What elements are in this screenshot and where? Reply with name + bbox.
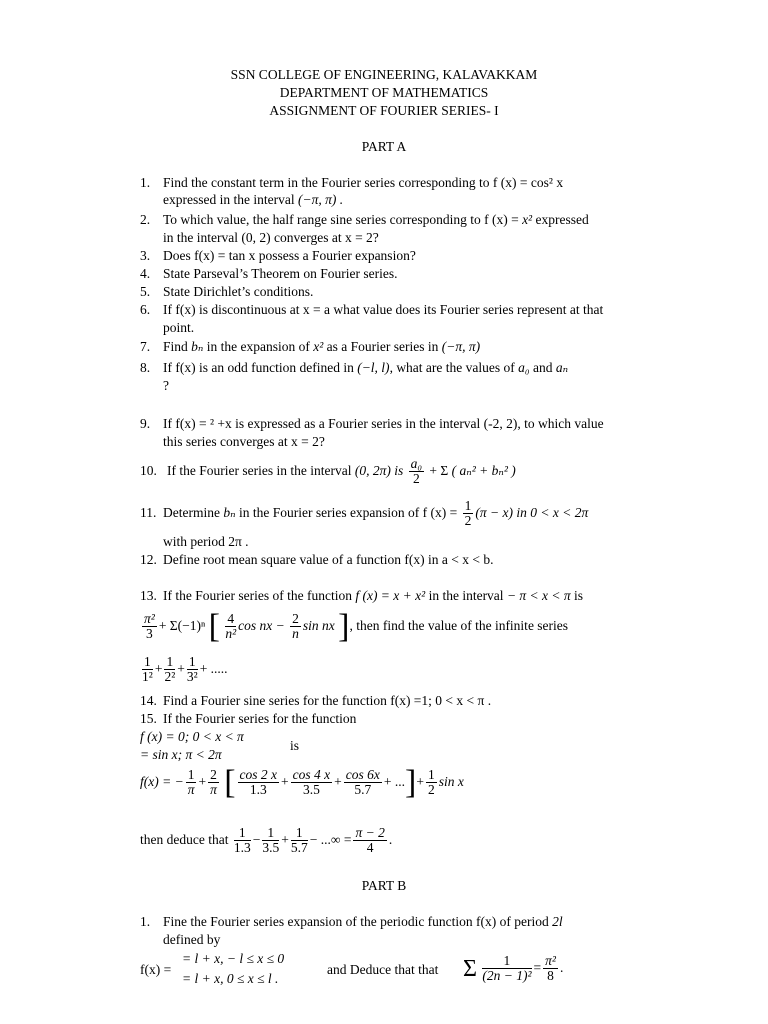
q15-d3n: 1	[291, 826, 308, 841]
q11-number: 11.	[140, 505, 157, 520]
q15-d2d: 3.5	[262, 840, 280, 856]
q6-text: If f(x) is discontinuous at x = a what value does its Fourier series represent at that	[163, 302, 604, 317]
part-a-heading: PART A	[361, 139, 407, 154]
q13-r: , then find the value of the infinite series	[349, 618, 569, 633]
q1-number: 1.	[140, 175, 151, 190]
q9-text: If f(x) = ² +x is expressed as a Fourier series in the interval (-2, 2), to which value	[163, 416, 604, 431]
q15-halfn: 1	[428, 767, 435, 783]
q15-dots: + ...	[383, 774, 406, 789]
pb-q1-frac-num: 1	[482, 954, 531, 969]
q8-a: If f(x) is an odd function defined in	[163, 360, 358, 375]
q10-number: 10.	[140, 463, 157, 478]
q7-interval: (−π, π)	[441, 339, 481, 354]
q10-text	[167, 452, 516, 490]
q13-series	[140, 606, 568, 647]
pb-q1-piece-1: = l + x, − l ≤ x ≤ 0	[182, 951, 285, 966]
q14-text: Find a Fourier sine series for the function f(x) =1; 0 < x < π .	[163, 693, 492, 708]
pb-q1-frac	[482, 954, 531, 983]
q3-text: Does f(x) = tan x possess a Fourier expansion?	[163, 248, 416, 263]
q15-c2d: 3.5	[302, 782, 320, 798]
q13-s3d: 3²	[186, 669, 198, 685]
q15-is: is	[290, 738, 300, 753]
q5-number: 5.	[140, 284, 151, 299]
q8-c: , what are the values of	[389, 360, 519, 375]
q15-d1d: 1.3	[233, 840, 251, 856]
q10-terms: ( aₙ² + bₙ² )	[451, 463, 516, 478]
pb-q1-res-num: π²	[545, 953, 556, 969]
q11-func: (π − x) in 0 < x < 2π	[475, 505, 589, 520]
q7-number: 7.	[140, 339, 151, 354]
q13-frac1	[225, 612, 236, 641]
q12-text: Define root mean square value of a function f(x) in a < x < b.	[163, 552, 494, 567]
q11-a: Determine	[163, 505, 224, 520]
q15-deduce-label: then deduce that	[140, 832, 232, 847]
q8-a0: a₀	[518, 360, 530, 375]
q15-f1n: 1	[187, 767, 195, 783]
q8-an: aₙ	[555, 360, 569, 375]
part-b-heading: PART B	[361, 878, 407, 893]
q13-three: 3	[146, 626, 153, 642]
q15-sinx: sin x	[438, 774, 464, 789]
pb-q1-deduce: and Deduce that that	[327, 962, 439, 977]
q1-interval-label: expressed in the interval	[163, 192, 295, 207]
q13-right-bracket: ]	[338, 607, 350, 645]
q15-text: If the Fourier series for the function	[163, 711, 357, 726]
q15-series: f(x) = − $\frac{1}{\pi}$ + $\frac{2}{\pi}$ [ $\frac{\cos 2 x}{1.3}$ + $\frac{\cos 4 x}{3.5}$ + $\frac{\cos 6x}{5.7}$ + ...]+ $\frac{1}{2}$ sin x	[140, 763, 464, 801]
q13-s1	[142, 655, 153, 684]
q10-frac-den: 2	[412, 471, 420, 487]
q2-text-2: in the interval (0, 2) converges at x = 2?	[163, 230, 379, 245]
q8-e: and	[529, 360, 556, 375]
q13-pi-frac	[142, 612, 157, 641]
pb-q1-fx: f(x) =	[140, 962, 172, 977]
q13-s1n: 1	[142, 655, 153, 670]
q7-text	[163, 338, 480, 356]
pb-q1-frac-den: (2n − 1)²	[482, 968, 532, 984]
q9-text-2: this series converges at x = 2?	[163, 434, 325, 449]
q15-c2n: cos 4 x	[292, 767, 331, 783]
q15-d2	[262, 826, 279, 855]
q9-number: 9.	[140, 416, 151, 431]
q2-text-c: expressed	[532, 212, 589, 227]
pb-q1-res-den: 8	[547, 968, 554, 984]
q11-frac-num: 1	[464, 498, 472, 514]
q8-text	[163, 359, 568, 377]
department-name: DEPARTMENT OF MATHEMATICS	[279, 85, 489, 100]
pb-q1-a: Fine the Fourier series expansion of the periodic function f(x) of period	[163, 914, 553, 929]
q7-c: in the expansion of	[203, 339, 314, 354]
q2-number: 2.	[140, 212, 151, 227]
q1-text: Find the constant term in the Fourier series corresponding to f (x) = cos² x	[163, 175, 564, 190]
q13-s2	[164, 655, 175, 684]
q13-frac2	[290, 612, 301, 641]
q7-bn: bₙ	[191, 339, 204, 354]
q13-n2: n²	[225, 626, 237, 642]
q15-f2d: π	[210, 782, 217, 798]
pb-q1-sum: Σ $\frac{1}{\text{(2n − 1)²}}$ = $\frac{\text{π²}}{8}$ .	[463, 953, 564, 984]
q13-e: is	[570, 588, 584, 603]
q13-c: in the interval	[425, 588, 507, 603]
q11-fraction	[463, 499, 474, 528]
q7-e: as a Fourier series in	[323, 339, 442, 354]
q10-interval: (0, 2π) is	[354, 463, 404, 478]
q1-text-2	[163, 191, 343, 209]
q13-four: 4	[225, 612, 236, 627]
q13-interval: − π < x < π	[506, 588, 571, 603]
q15-c3	[344, 768, 382, 797]
q6-number: 6.	[140, 302, 151, 317]
q4-text: State Parseval’s Theorem on Fourier series.	[163, 266, 398, 281]
college-name: SSN COLLEGE OF ENGINEERING, KALAVAKKAM	[230, 67, 538, 82]
pb-q1-period: 2l	[552, 914, 563, 929]
q5-text: State Dirichlet’s conditions.	[163, 284, 314, 299]
q15-half	[426, 768, 437, 797]
q15-d1	[234, 826, 251, 855]
q15-f2n: 2	[210, 767, 217, 783]
q3-number: 3.	[140, 248, 151, 263]
q8-number: 8.	[140, 360, 151, 375]
q13-cos: cos nx −	[238, 618, 285, 633]
q11-bn: bₙ	[223, 505, 236, 520]
q15-deduce: then deduce that $\frac{1}{1.3}$ − $\frac{1}{3.5}$ + $\frac{1}{5.7}$ − ...∞ = $\frac{\pi - 2}{4}$ .	[140, 825, 393, 856]
q13-n: n	[292, 626, 299, 642]
q13-s2n: 1	[164, 655, 175, 670]
q2-text-a: To which value, the half range sine series corresponding to f (x) =	[163, 212, 523, 227]
pb-q1-sigma: Σ	[463, 955, 477, 982]
q14-number: 14.	[140, 693, 157, 708]
q15-f1d: π	[187, 782, 195, 798]
q13-infinite-series: $\frac{1}{\text{1²}}$ + $\frac{1}{\text{2²}}$ + $\frac{1}{\text{3²}}$ + .....	[142, 654, 228, 685]
pb-q1-text	[163, 913, 563, 931]
pb-q1-number: 1.	[140, 914, 151, 929]
q13-s3n: 1	[187, 655, 198, 670]
q13-sum: + Σ	[158, 618, 178, 633]
q13-pi2: π²	[144, 611, 155, 627]
q15-left-bracket: [	[224, 763, 236, 801]
q7-x2: x²	[313, 339, 324, 354]
q13-left-bracket: [	[208, 607, 220, 645]
q15-result	[353, 826, 386, 855]
q15-right-bracket: ]	[405, 763, 417, 801]
q13-dots: + .....	[199, 661, 228, 676]
q4-number: 4.	[140, 266, 151, 281]
q15-inf: − ...∞ =	[309, 832, 352, 847]
q2-text	[163, 211, 589, 229]
q12-number: 12.	[140, 552, 157, 567]
q8-interval: (−l, l)	[357, 360, 390, 375]
q13-sign: (−1)ⁿ	[177, 618, 206, 633]
q8-question-mark: ?	[163, 378, 169, 393]
q2-math: x²	[522, 212, 533, 227]
q15-fx: f(x) = −	[140, 774, 184, 789]
q11-frac-den: 2	[464, 513, 472, 529]
q15-f2	[208, 768, 219, 797]
q15-number: 15.	[140, 711, 157, 726]
q15-c2	[291, 768, 333, 797]
pb-q1-piece-2: = l + x, 0 ≤ x ≤ l .	[182, 971, 279, 986]
q13-text	[163, 587, 583, 605]
q13-s3	[187, 655, 198, 684]
q6-text-2: point.	[163, 320, 195, 335]
assignment-title: ASSIGNMENT OF FOURIER SERIES- I	[269, 103, 499, 118]
pb-q1-defined: defined by	[163, 932, 221, 947]
q13-a: If the Fourier series of the function	[163, 588, 356, 603]
q13-sin: sin nx	[302, 618, 335, 633]
pb-q1-result	[543, 954, 558, 983]
q15-c3n: cos 6x	[345, 767, 380, 783]
q15-piece-2: = sin x; π < 2π	[140, 747, 222, 762]
q13-s2d: 2²	[164, 669, 176, 685]
q10-fraction	[409, 457, 424, 486]
q15-halfd: 2	[428, 782, 435, 798]
q1-interval: (−π, π) .	[297, 192, 344, 207]
q15-c1	[238, 768, 280, 797]
q15-resd: 4	[366, 840, 374, 856]
q11-text	[163, 494, 588, 532]
q13-number: 13.	[140, 588, 157, 603]
q15-c3d: 5.7	[354, 782, 372, 798]
q15-d2n: 1	[262, 826, 279, 841]
q13-func: f (x) = x + x²	[355, 588, 426, 603]
q15-f1	[186, 768, 197, 797]
q15-resn: π − 2	[355, 825, 385, 841]
q15-d3d: 5.7	[290, 840, 308, 856]
q13-two: 2	[292, 611, 299, 627]
q7-a: Find	[163, 339, 192, 354]
q15-c1n: cos 2 x	[239, 767, 278, 783]
q10-sum: + Σ	[429, 463, 449, 478]
q11-c: in the Fourier series expansion of f (x) =	[235, 505, 461, 520]
q15-d3	[291, 826, 308, 855]
q15-d1n: 1	[234, 826, 251, 841]
q10-frac-num: a₀	[410, 456, 423, 472]
q13-s1d: 1²	[142, 669, 153, 685]
q15-piece-1: f (x) = 0; 0 < x < π	[140, 729, 244, 744]
q11-period: with period 2π .	[163, 534, 249, 549]
q15-c1d: 1.3	[249, 782, 267, 798]
q10-a: If the Fourier series in the interval	[167, 463, 355, 478]
